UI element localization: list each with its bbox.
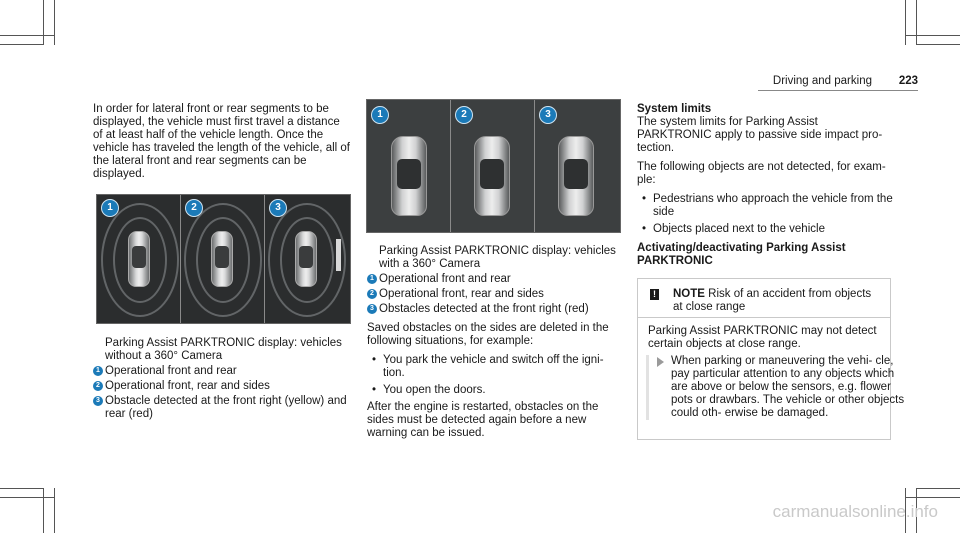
intro-paragraph: In order for lateral front or rear segments to be displayed, the vehicle must first travel a distance of at least half of the vehicle length. Once the vehicle has traveled the length of the vehicle, all of the lateral front and rear segments can be displayed. xyxy=(93,103,350,180)
parktronic-figure-with-camera xyxy=(366,99,621,233)
legend-item xyxy=(93,365,351,378)
figure-badge: 2 xyxy=(185,199,203,217)
legend-item xyxy=(93,380,351,393)
crop-mark xyxy=(54,488,55,533)
figure-caption: Parking Assist PARKTRONIC display: vehicles with a 360° Camera xyxy=(379,245,616,270)
figure-panel-2 xyxy=(450,100,535,232)
legend-text: Operational front and rear xyxy=(105,365,237,377)
note-header xyxy=(638,279,890,318)
vehicle-icon xyxy=(128,231,150,287)
vehicle-icon xyxy=(474,136,510,216)
figure-panel-3 xyxy=(534,100,620,232)
list-item: • Pedestrians who approach the vehicle from the side xyxy=(637,193,895,219)
vehicle-icon xyxy=(211,231,233,287)
crop-mark xyxy=(0,44,44,45)
legend-badge: 2 xyxy=(367,289,377,299)
list-item: • You open the doors. xyxy=(367,384,625,397)
crop-mark xyxy=(54,0,55,45)
crop-mark xyxy=(905,497,960,498)
figure-panel-1 xyxy=(367,100,451,232)
legend-item xyxy=(93,395,351,421)
system-limits-paragraph: The system limits for Parking Assist PARKTRONIC apply to passive side impact pro- tection. xyxy=(637,116,883,154)
crop-mark xyxy=(916,488,960,489)
legend-text: Obstacle detected at the front right (yellow) and rear (red) xyxy=(105,395,347,420)
vehicle-icon xyxy=(391,136,427,216)
figure-panel-1 xyxy=(97,195,181,323)
activating-heading: Activating/deactivating Parking Assist PARKTRONIC xyxy=(637,242,846,267)
note-tip-text: When parking or maneuvering the vehi- cle, pay particular attention to any objects which are above or below the sensors, e.g. flower pots or drawbars. The vehicle or other objects could oth- erwise be damaged. xyxy=(671,355,905,419)
caption-block-left xyxy=(93,337,351,423)
note-title xyxy=(673,288,883,314)
list-item: • Objects placed next to the vehicle xyxy=(637,223,895,236)
figure-caption: Parking Assist PARKTRONIC display: vehicles without a 360° Camera xyxy=(105,337,342,362)
note-title-text: Risk of an accident from objects at close range xyxy=(673,288,872,313)
figure-badge: 3 xyxy=(539,106,557,124)
legend-text: Obstacles detected at the front right (red) xyxy=(379,303,589,315)
page-number: 223 xyxy=(898,75,918,87)
parktronic-figure-without-camera xyxy=(96,194,351,324)
note-tip xyxy=(646,355,905,420)
crop-mark xyxy=(905,35,960,36)
system-limits-heading: System limits xyxy=(637,103,712,115)
vehicle-icon xyxy=(558,136,594,216)
list-item: • You park the vehicle and switch off the igni- tion. xyxy=(367,354,625,380)
crop-mark xyxy=(43,0,44,45)
crop-mark xyxy=(916,0,917,45)
play-arrow-icon xyxy=(657,357,664,367)
note-body: Parking Assist PARKTRONIC may not detect certain objects at close range. xyxy=(648,325,877,350)
legend-item xyxy=(367,288,625,301)
column-right xyxy=(637,103,895,268)
vehicle-icon xyxy=(295,231,317,287)
figure-badge: 3 xyxy=(269,199,287,217)
crop-mark xyxy=(0,35,55,36)
figure-badge: 1 xyxy=(101,199,119,217)
legend-badge: 3 xyxy=(367,304,377,314)
legend-text: Operational front, rear and sides xyxy=(105,380,270,392)
legend-badge: 1 xyxy=(93,366,103,376)
figure-panel-2 xyxy=(180,195,265,323)
obstacle-segment xyxy=(336,239,341,271)
legend-item xyxy=(367,303,625,316)
saved-obstacles-paragraph: Saved obstacles on the sides are deleted in the following situations, for example: xyxy=(367,322,609,347)
following-objects-paragraph: The following objects are not detected, for exam- ple: xyxy=(637,161,886,186)
after-restart-paragraph: After the engine is restarted, obstacles on the sides must be detected again before a new warning can be issued. xyxy=(367,401,599,439)
note-label: NOTE xyxy=(673,288,705,300)
figure-panel-3 xyxy=(264,195,350,323)
legend-badge: 1 xyxy=(367,274,377,284)
warning-icon: ! xyxy=(650,289,659,300)
crop-mark xyxy=(916,44,960,45)
legend-badge: 3 xyxy=(93,396,103,406)
crop-mark xyxy=(0,488,44,489)
watermark: carmanualsonline.info xyxy=(772,502,938,521)
crop-mark xyxy=(905,0,906,45)
legend-item xyxy=(367,273,625,286)
note-box xyxy=(637,278,905,440)
legend-text: Operational front, rear and sides xyxy=(379,288,544,300)
section-title: Driving and parking xyxy=(772,75,872,87)
crop-mark xyxy=(0,497,55,498)
running-header xyxy=(758,75,918,89)
crop-mark xyxy=(43,488,44,533)
column-left xyxy=(93,103,351,187)
header-rule xyxy=(758,90,918,91)
figure-badge: 2 xyxy=(455,106,473,124)
legend-text: Operational front and rear xyxy=(379,273,511,285)
figure-badge: 1 xyxy=(371,106,389,124)
column-middle xyxy=(367,245,625,446)
legend-badge: 2 xyxy=(93,381,103,391)
